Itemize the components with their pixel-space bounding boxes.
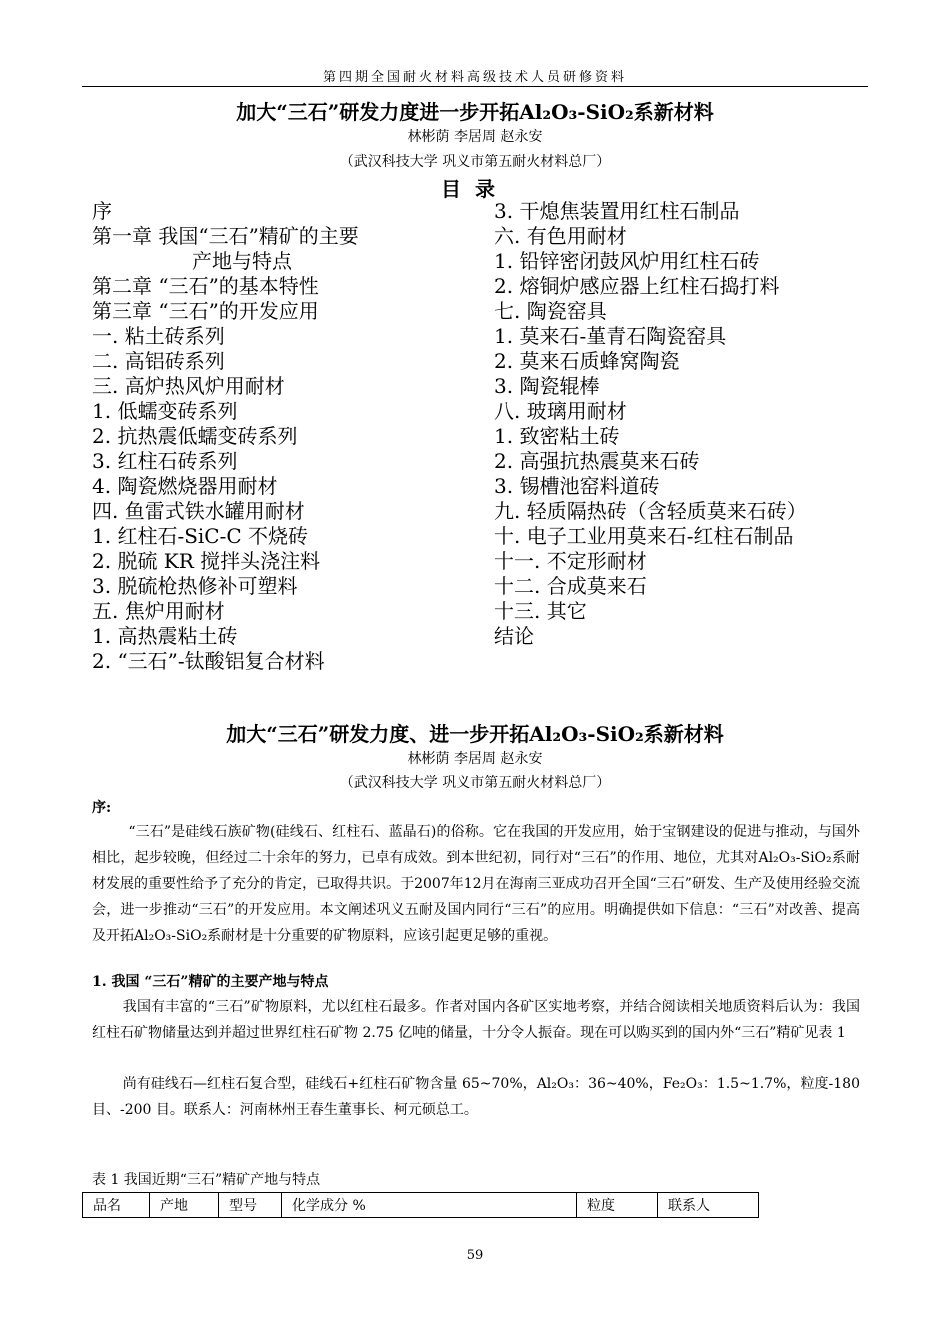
table-caption: 表 1 我国近期“三石”精矿产地与特点 [92,1172,321,1188]
table-header-cell: 品名 [83,1193,150,1218]
toc-page-affiliation: （武汉科技大学 巩义市第五耐火材料总厂） [339,154,611,170]
toc-entry: 3. 脱硫枪热修补可塑料 [92,574,298,598]
toc-entry: 3. 红柱石砖系列 [92,449,238,473]
toc-entry: 十二. 合成莫来石 [494,574,647,598]
toc-entry: 1. 莫来石-堇青石陶瓷窑具 [494,324,727,348]
toc-entry: 4. 陶瓷燃烧器用耐材 [92,474,278,498]
toc-entry: 2. “三石”-钛酸铝复合材料 [92,649,325,673]
toc-entry: 一. 粘土砖系列 [92,324,225,348]
toc-entry: 序 [92,199,112,223]
preface-paragraph: “三石”是硅线石族矿物(硅线石、红柱石、蓝晶石)的俗称。它在我国的开发应用，始于宝钢建设的促进与推动，与国外相比，起步较晚，但经过二十余年的努力，已卓有成效。到本世纪初，同行对“三石”的作用、地位，尤其对Al₂O₃-SiO₂系耐材发展的重要性给予了充分的肯定，已取得共识。于2007年12月在海南三亚成功召开全国“三石”研发、生产及使用经验交流会，进一步推动“三石”的开发应用。本文阐述巩义五耐及国内同行“三石”的应用。明确提供如下信息：“三石”对改善、提高及开拓Al₂O₃-SiO₂系耐材是十分重要的矿物原料，应该引起更足够的重视。 [92,824,860,944]
body-paragraph-2: 尚有硅线石—红柱石复合型，硅线石+红柱石矿物含量 65~70%，Al₂O₃：36~40%，Fe₂O₃：1.5~1.7%，粒度-180 目、-200 目。联系人：河南林州王春生董事长、柯元硕总工。 [92,1076,860,1118]
toc-heading: 目录 [441,177,509,201]
toc-page-authors: 林彬荫 李居周 赵永安 [407,129,543,145]
toc-entry: 第三章 “三石”的开发应用 [92,299,319,323]
toc-entry: 八. 玻璃用耐材 [494,399,627,423]
toc-entry: 二. 高铝砖系列 [92,349,225,373]
toc-entry: 七. 陶瓷窑具 [494,299,607,323]
toc-entry: 十三. 其它 [494,599,587,623]
toc-entry: 三. 高炉热风炉用耐材 [92,374,285,398]
toc-left-column [92,199,472,674]
toc-entry: 1. 红柱石-SiC-C 不烧砖 [92,524,309,548]
toc-entry: 3. 陶瓷辊棒 [494,374,600,398]
toc-entry: 2. 熔铜炉感应器上红柱石捣打料 [494,274,780,298]
toc-right-column [494,199,874,649]
page-number: 59 [466,1248,484,1263]
table-header-cell: 型号 [219,1193,282,1218]
toc-entry: 结论 [494,624,534,648]
table-header-row [83,1193,759,1218]
toc-entry: 十一. 不定形耐材 [494,549,647,573]
toc-entry: 产地与特点 [192,249,292,273]
toc-entry: 1. 低蠕变砖系列 [92,399,238,423]
article-title: 加大“三石”研发力度、进一步开拓Al₂O₃-SiO₂系新材料 [226,722,724,746]
toc-entry: 3. 锡槽池窑料道砖 [494,474,660,498]
table-header-cell: 化学成分 % [282,1193,577,1218]
table-1 [82,1192,759,1218]
table-header-cell: 粒度 [577,1193,658,1218]
toc-entry: 2. 脱硫 KR 搅拌头浇注料 [92,549,321,573]
article-affiliation: （武汉科技大学 巩义市第五耐火材料总厂） [339,775,611,791]
table-header-cell: 联系人 [658,1193,759,1218]
toc-entry: 十. 电子工业用莫来石-红柱石制品 [494,524,794,548]
toc-entry: 3. 干熄焦装置用红柱石制品 [494,199,740,223]
toc-entry: 1. 高热震粘土砖 [92,624,238,648]
header-rule [82,86,868,87]
toc-entry: 2. 高强抗热震莫来石砖 [494,449,700,473]
toc-entry: 2. 抗热震低蠕变砖系列 [92,424,298,448]
running-header: 第四期全国耐火材料高级技术人员研修资料 [322,70,627,85]
toc-entry: 1. 致密粘土砖 [494,424,620,448]
toc-page-title: 加大“三石”研发力度进一步开拓Al₂O₃-SiO₂系新材料 [236,100,714,124]
toc-entry: 第二章 “三石”的基本特性 [92,274,319,298]
section-1-heading: 1. 我国 “三石”精矿的主要产地与特点 [92,974,329,990]
body-paragraph-1: 我国有丰富的“三石”矿物原料，尤以红柱石最多。作者对国内各矿区实地考察，并结合阅读相关地质资料后认为：我国红柱石矿物储量达到并超过世界红柱石矿物 2.75 亿吨的储量，十分令人振奋。现在可以购买到的国内外“三石”精矿见表 1 [92,999,860,1041]
article-authors: 林彬荫 李居周 赵永安 [407,751,543,767]
toc-entry: 第一章 我国“三石”精矿的主要 [92,224,359,248]
toc-entry: 九. 轻质隔热砖（含轻质莫来石砖） [494,499,807,523]
toc-entry: 六. 有色用耐材 [494,224,627,248]
toc-entry: 1. 铅锌密闭鼓风炉用红柱石砖 [494,249,760,273]
toc-entry: 四. 鱼雷式铁水罐用耐材 [92,499,305,523]
table-header-cell: 产地 [150,1193,219,1218]
preface-label: 序: [92,800,112,816]
toc-entry: 2. 莫来石质蜂窝陶瓷 [494,349,680,373]
toc-entry: 五. 焦炉用耐材 [92,599,225,623]
